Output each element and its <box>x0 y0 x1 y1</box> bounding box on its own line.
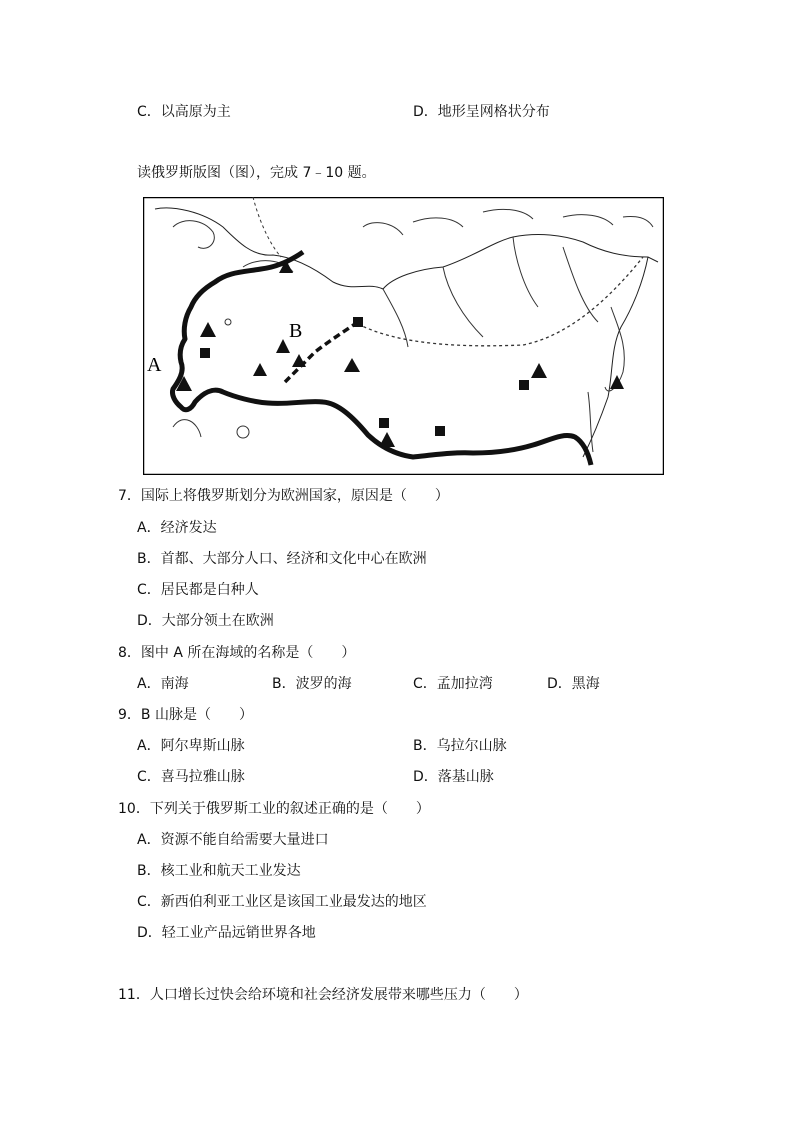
label-a: A <box>147 354 162 376</box>
q7-option-c: C．居民都是白种人 <box>137 582 259 598</box>
q10-stem: 10．下列关于俄罗斯工业的叙述正确的是（ ） <box>118 801 430 817</box>
q7-option-b: B．首都、大部分人口、经济和文化中心在欧洲 <box>137 551 427 567</box>
q9-option-d: D．落基山脉 <box>413 769 494 785</box>
q8-stem: 8．图中 A 所在海域的名称是（ ） <box>118 645 356 661</box>
q7-option-a: A．经济发达 <box>137 520 217 536</box>
q10-option-a: A．资源不能自给需要大量进口 <box>137 832 329 848</box>
prev-option-d: D．地形呈网格状分布 <box>413 104 550 120</box>
russia-map <box>143 197 664 475</box>
q9-stem: 9．B 山脉是（ ） <box>118 707 253 723</box>
label-b: B <box>289 320 303 342</box>
q10-option-d: D．轻工业产品远销世界各地 <box>137 925 316 941</box>
q8-option-a: A．南海 <box>137 676 189 692</box>
prev-option-c: C．以高原为主 <box>137 104 231 120</box>
q11-stem: 11．人口增长过快会给环境和社会经济发展带来哪些压力（ ） <box>118 987 528 1003</box>
q9-option-b: B．乌拉尔山脉 <box>413 738 507 754</box>
q8-option-d: D．黑海 <box>547 676 600 692</box>
map-intro-text: 读俄罗斯版图（图），完成 7﹣10 题。 <box>137 165 376 181</box>
q9-option-a: A．阿尔卑斯山脉 <box>137 738 245 754</box>
q8-option-c: C．孟加拉湾 <box>413 676 493 692</box>
q7-stem: 7．国际上将俄罗斯划分为欧洲国家，原因是（ ） <box>118 488 449 504</box>
q9-option-c: C．喜马拉雅山脉 <box>137 769 245 785</box>
q10-option-b: B．核工业和航天工业发达 <box>137 863 301 879</box>
q10-option-c: C．新西伯利亚工业区是该国工业最发达的地区 <box>137 894 427 910</box>
q7-option-d: D．大部分领土在欧洲 <box>137 613 274 629</box>
q8-option-b: B．波罗的海 <box>272 676 352 692</box>
